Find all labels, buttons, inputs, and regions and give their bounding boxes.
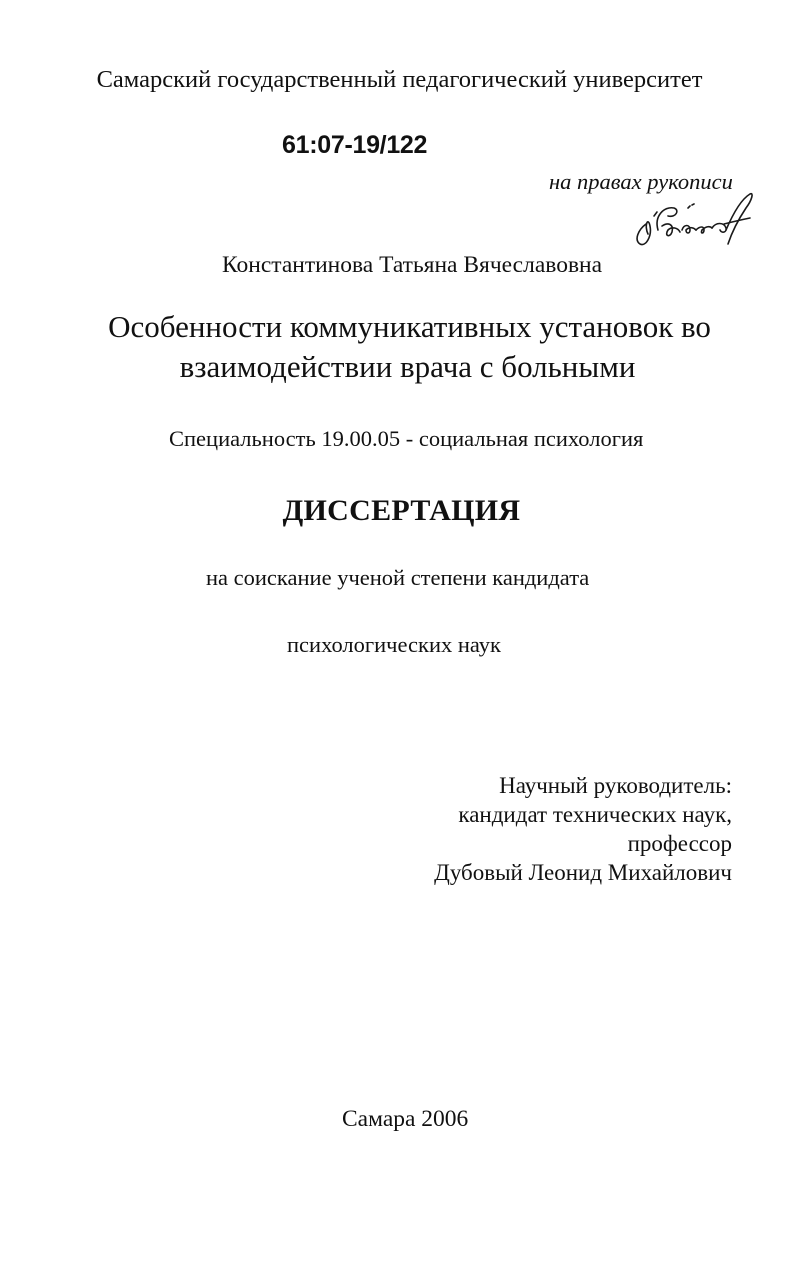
degree-line-2: психологических наук — [287, 632, 501, 657]
specialty-line: Специальность 19.00.05 - социальная психология — [169, 426, 644, 451]
supervisor-label: Научный руководитель: — [499, 773, 732, 798]
archive-code: 61:07-19/122 — [282, 131, 428, 159]
supervisor-degree: кандидат технических наук, — [458, 802, 732, 827]
handwritten-signature — [628, 186, 768, 250]
supervisor-rank: профессор — [627, 831, 732, 856]
dissertation-title-line-1: Особенности коммуникативных установок во — [108, 309, 711, 344]
dissertation-title-line-2: взаимодействии врача с больными — [179, 349, 636, 384]
city-year: Самара 2006 — [342, 1106, 469, 1132]
degree-line-1: на соискание ученой степени кандидата — [206, 565, 590, 590]
manuscript-rights-note: на правах рукописи — [549, 169, 733, 194]
supervisor-name: Дубовый Леонид Михайлович — [434, 860, 732, 885]
author-name: Константинова Татьяна Вячеславовна — [222, 252, 603, 278]
university-name: Самарский государственный педагогический университет — [96, 66, 703, 93]
work-type-heading: ДИССЕРТАЦИЯ — [282, 494, 521, 527]
